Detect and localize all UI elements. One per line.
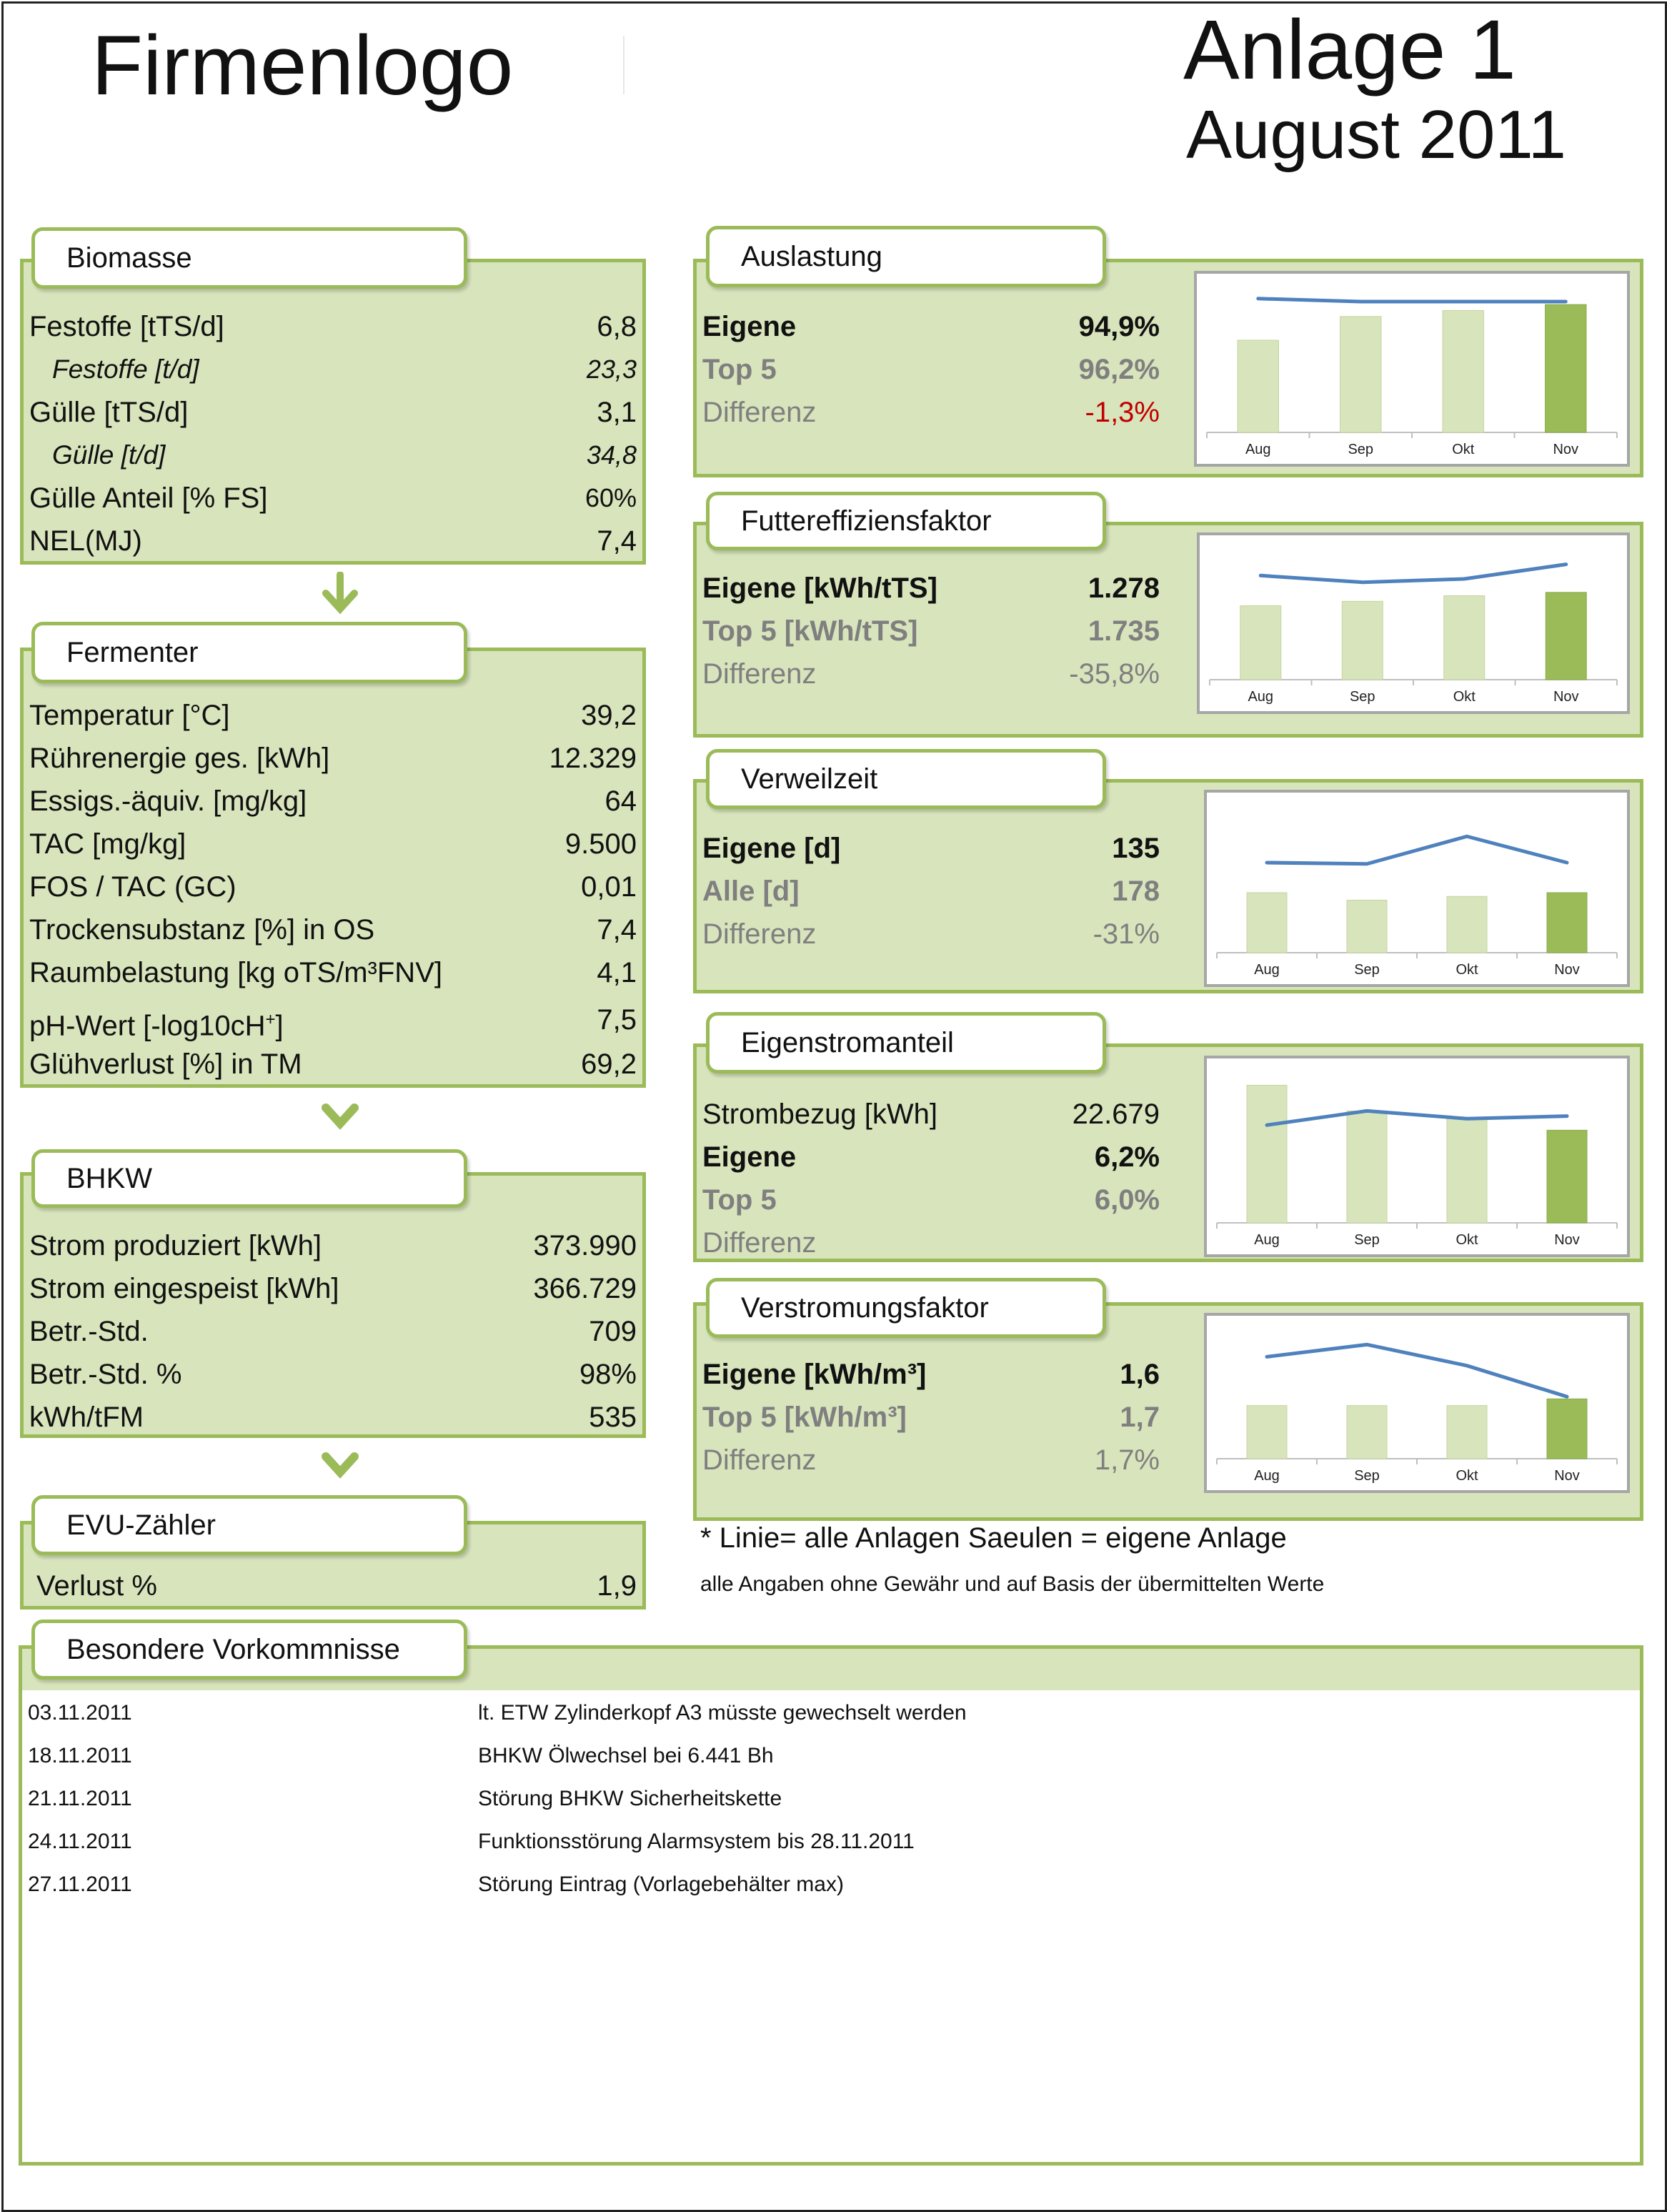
section-title: Eigenstromanteil xyxy=(741,1026,954,1058)
table-row: Essigs.-äquiv. [mg/kg] 64 xyxy=(29,785,637,817)
x-tick-label: Aug xyxy=(1254,1232,1280,1248)
section-title: Besondere Vorkommnisse xyxy=(66,1633,400,1665)
logo-divider xyxy=(623,36,624,94)
chart-bar xyxy=(1347,901,1387,953)
x-tick-label: Sep xyxy=(1354,1232,1380,1248)
kpi-tab-futtereffizienz xyxy=(706,492,1106,550)
table-row: FOS / TAC (GC) 0,01 xyxy=(29,871,637,903)
section-title: Futtereffiziensfaktor xyxy=(741,505,992,537)
chart-series-line xyxy=(1267,1111,1567,1125)
chart-bar xyxy=(1340,317,1381,432)
x-tick-label: Okt xyxy=(1455,1232,1478,1248)
table-row: Strom produziert [kWh] 373.990 xyxy=(29,1230,637,1261)
x-tick-label: Sep xyxy=(1348,442,1374,457)
kpi-tab-verweilzeit xyxy=(706,749,1106,809)
table-row: pH-Wert [-log10cH+] 7,5 xyxy=(29,1004,637,1042)
x-tick-label: Okt xyxy=(1453,689,1476,705)
chart-bar xyxy=(1347,1111,1387,1223)
biomasse-panel xyxy=(20,259,646,565)
evu-tab xyxy=(31,1495,467,1555)
chart-bar xyxy=(1444,596,1485,680)
kpi-row: Differenz 1,7% xyxy=(702,1444,1160,1476)
event-text: lt. ETW Zylinderkopf A3 müsste gewechselt werden xyxy=(478,1701,967,1725)
x-tick-label: Okt xyxy=(1455,1468,1478,1484)
chart-series-line xyxy=(1267,836,1567,864)
table-row: Festoffe [tTS/d] 6,8 xyxy=(29,311,637,342)
company-logo: Firmenlogo xyxy=(91,19,514,113)
table-row: NEL(MJ) 7,4 xyxy=(29,525,637,557)
chart-bar xyxy=(1547,1130,1587,1223)
fermenter-tab xyxy=(31,622,467,683)
kpi-row: Eigene [kWh/tTS] 1.278 xyxy=(702,572,1160,604)
section-title: Verweilzeit xyxy=(741,763,878,795)
chart-bar xyxy=(1547,893,1587,953)
chart-bar xyxy=(1447,896,1487,953)
vorkommnisse-tab xyxy=(31,1620,467,1680)
kpi-tab-verstromungsfaktor xyxy=(706,1278,1106,1338)
vorkommnisse-panel xyxy=(19,1645,1643,2166)
event-date: 03.11.2011 xyxy=(28,1701,132,1725)
chart-bar xyxy=(1546,304,1586,432)
chart-futtereffizienz xyxy=(1197,532,1630,714)
x-tick-label: Sep xyxy=(1349,689,1375,705)
kpi-tab-auslastung xyxy=(706,226,1106,287)
event-date: 18.11.2011 xyxy=(28,1744,132,1767)
chart-bar xyxy=(1443,310,1483,432)
chart-bar xyxy=(1547,1399,1587,1459)
chart-bar xyxy=(1447,1119,1487,1223)
x-tick-label: Nov xyxy=(1554,962,1580,978)
kpi-panel-verweilzeit xyxy=(693,779,1643,993)
arrow-down-icon xyxy=(319,1442,362,1485)
x-tick-label: Aug xyxy=(1254,1468,1280,1484)
kpi-panel-auslastung xyxy=(693,259,1643,477)
table-row: Strom eingespeist [kWh] 366.729 xyxy=(29,1273,637,1304)
fermenter-panel xyxy=(20,648,646,1088)
arrow-down-icon xyxy=(319,1093,362,1136)
x-tick-label: Nov xyxy=(1554,1468,1580,1484)
kpi-tab-eigenstromanteil xyxy=(706,1012,1106,1073)
kpi-row: Differenz -35,8% xyxy=(702,658,1160,690)
chart-verweilzeit xyxy=(1204,790,1630,987)
table-row: Glühverlust [%] in TM 69,2 xyxy=(29,1048,637,1080)
table-row: TAC [mg/kg] 9.500 xyxy=(29,828,637,860)
x-tick-label: Okt xyxy=(1455,962,1478,978)
biomasse-tab xyxy=(31,227,467,289)
chart-eigenstromanteil xyxy=(1204,1056,1630,1257)
section-title: BHKW xyxy=(66,1162,152,1194)
kpi-row: Differenz xyxy=(702,1227,817,1259)
section-title: Fermenter xyxy=(66,636,199,668)
kpi-row: Eigene [kWh/m³] 1,6 xyxy=(702,1359,1160,1390)
kpi-row: Top 5 96,2% xyxy=(702,354,1160,385)
chart-bar xyxy=(1247,1085,1287,1223)
event-date: 24.11.2011 xyxy=(28,1830,132,1853)
chart-bar xyxy=(1347,1406,1387,1459)
arrow-down-icon xyxy=(319,572,362,615)
disclaimer-text: alle Angaben ohne Gewähr und auf Basis der übermittelten Werte xyxy=(700,1572,1325,1596)
chart-bar xyxy=(1546,592,1586,680)
x-tick-label: Aug xyxy=(1254,962,1280,978)
x-tick-label: Sep xyxy=(1354,1468,1380,1484)
section-title: Auslastung xyxy=(741,240,882,272)
kpi-row: Eigene [d] 135 xyxy=(702,833,1160,864)
event-date: 27.11.2011 xyxy=(28,1873,132,1896)
kpi-row: Eigene 6,2% xyxy=(702,1141,1160,1173)
event-date: 21.11.2011 xyxy=(28,1787,132,1810)
chart-series-line xyxy=(1260,565,1566,582)
kpi-row: Differenz -31% xyxy=(702,918,1160,950)
event-text: Funktionsstörung Alarmsystem bis 28.11.2011 xyxy=(478,1830,915,1853)
chart-bar xyxy=(1238,340,1278,432)
chart-series-line xyxy=(1267,1344,1567,1397)
chart-bar xyxy=(1240,606,1281,680)
table-row: Rührenergie ges. [kWh] 12.329 xyxy=(29,743,637,774)
table-row: Gülle Anteil [% FS] 60% xyxy=(29,482,637,514)
kpi-row: Differenz -1,3% xyxy=(702,397,1160,428)
kpi-panel-futtereffizienz xyxy=(693,522,1643,738)
table-row: Gülle [t/d] 34,8 xyxy=(52,440,637,470)
chart-legend-note: * Linie= alle Anlagen Saeulen = eigene Anlage xyxy=(700,1522,1287,1554)
page-title: Anlage 1 xyxy=(1183,3,1516,97)
table-row: Verlust % 1,9 xyxy=(36,1570,637,1602)
x-tick-label: Nov xyxy=(1553,442,1579,457)
kpi-row: Eigene 94,9% xyxy=(702,311,1160,342)
chart-auslastung xyxy=(1194,271,1630,467)
kpi-panel-eigenstromanteil xyxy=(693,1043,1643,1262)
bhkw-panel xyxy=(20,1172,646,1438)
kpi-row: Top 5 6,0% xyxy=(702,1184,1160,1216)
kpi-row: Top 5 [kWh/m³] 1,7 xyxy=(702,1402,1160,1433)
table-row: Raumbelastung [kg oTS/m³FNV] 4,1 xyxy=(29,957,637,988)
bhkw-tab xyxy=(31,1149,467,1208)
event-text: Störung BHKW Sicherheitskette xyxy=(478,1787,782,1810)
chart-verstromungsfaktor xyxy=(1204,1313,1630,1493)
table-row: Gülle [tTS/d] 3,1 xyxy=(29,397,637,428)
table-row: Betr.-Std. 709 xyxy=(29,1316,637,1347)
table-row: Temperatur [°C] 39,2 xyxy=(29,700,637,731)
table-row: Trockensubstanz [%] in OS 7,4 xyxy=(29,914,637,946)
table-row: Betr.-Std. % 98% xyxy=(29,1359,637,1390)
chart-bar xyxy=(1247,1406,1287,1459)
x-tick-label: Nov xyxy=(1554,1232,1580,1248)
chart-series-line xyxy=(1258,299,1566,302)
chart-bar xyxy=(1342,601,1383,680)
x-tick-label: Aug xyxy=(1248,689,1274,705)
x-tick-label: Okt xyxy=(1452,442,1475,457)
chart-bar xyxy=(1447,1406,1487,1459)
x-tick-label: Aug xyxy=(1245,442,1271,457)
kpi-row: Strombezug [kWh] 22.679 xyxy=(702,1098,1160,1130)
event-text: BHKW Ölwechsel bei 6.441 Bh xyxy=(478,1744,774,1767)
kpi-row: Top 5 [kWh/tTS] 1.735 xyxy=(702,615,1160,647)
section-title: Verstromungsfaktor xyxy=(741,1291,989,1324)
table-row: kWh/tFM 535 xyxy=(29,1402,637,1433)
chart-bar xyxy=(1247,893,1287,953)
page-subtitle: August 2011 xyxy=(1186,96,1566,173)
x-tick-label: Sep xyxy=(1354,962,1380,978)
table-row: Festoffe [t/d] 23,3 xyxy=(52,354,637,384)
event-text: Störung Eintrag (Vorlagebehälter max) xyxy=(478,1873,844,1896)
x-tick-label: Nov xyxy=(1553,689,1579,705)
section-title: Biomasse xyxy=(66,242,192,274)
kpi-row: Alle [d] 178 xyxy=(702,876,1160,907)
section-title: EVU-Zähler xyxy=(66,1509,216,1541)
